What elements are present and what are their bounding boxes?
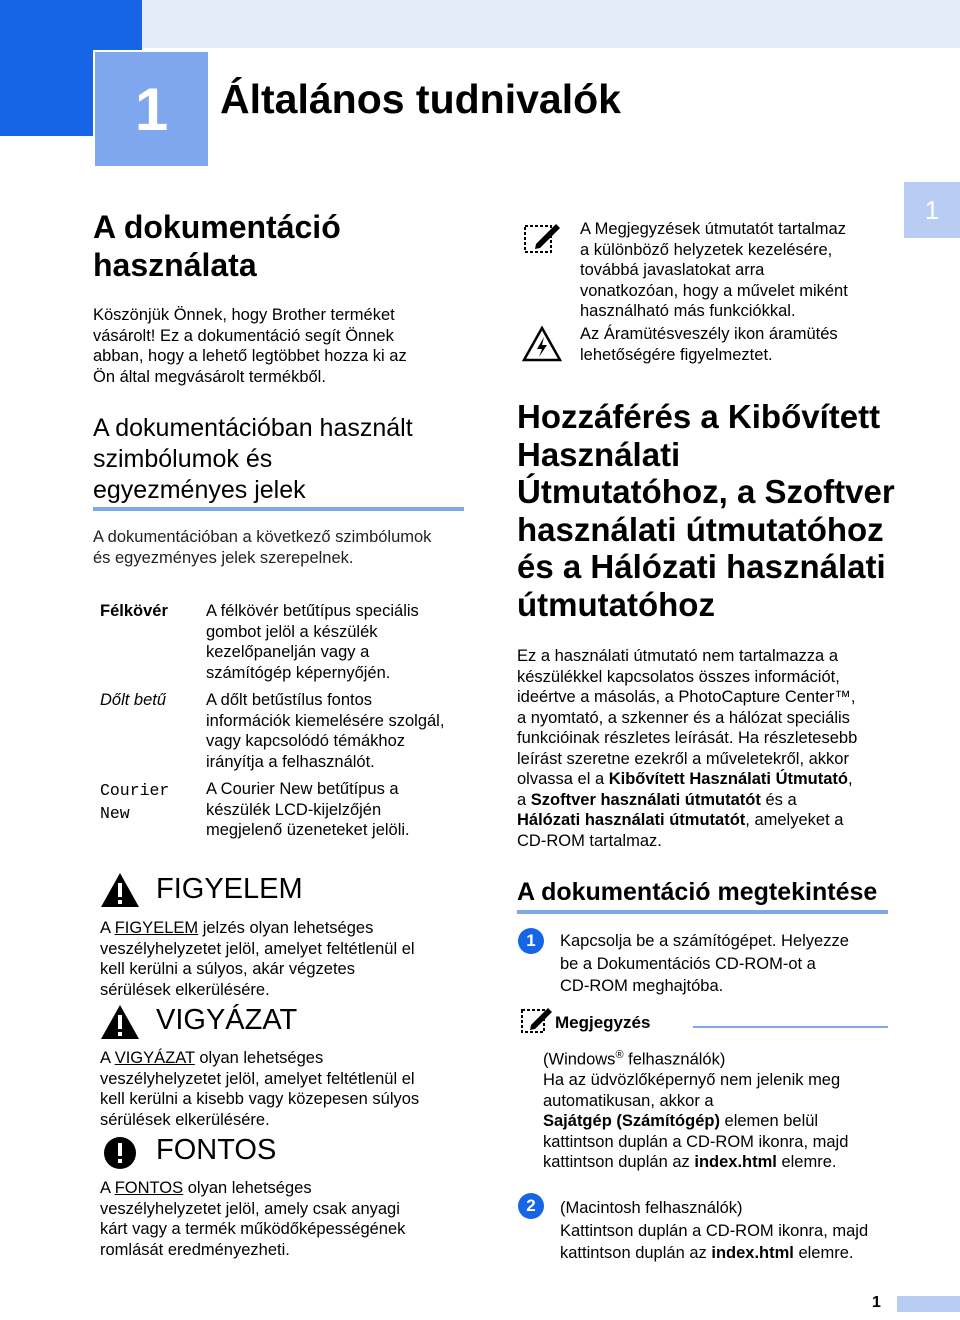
electrical-hazard-icon <box>522 326 562 362</box>
note-title: Megjegyzés <box>555 1013 651 1032</box>
section-rule <box>517 910 888 914</box>
important-keyword: FONTOS <box>114 1179 184 1197</box>
bold-text-span: Kibővített Használati Útmutató <box>608 770 848 788</box>
text-line <box>517 790 897 811</box>
section-title <box>93 208 473 284</box>
text-span: , <box>848 770 853 788</box>
text-span: kattintson duplán az <box>560 1244 712 1262</box>
text-line: Az Áramütésveszély ikon áramütés <box>580 325 838 343</box>
text-line: Köszönjük Önnek, hogy Brother terméket <box>93 306 395 324</box>
registered-mark: ® <box>615 1049 624 1061</box>
step-2-text <box>560 1197 900 1265</box>
text-line: szimbólumok és <box>93 445 273 473</box>
text-span: olyan lehetséges <box>194 1049 324 1067</box>
text-line: New <box>100 804 130 823</box>
text-line <box>517 810 897 831</box>
text-span: felhasználók) <box>623 1050 726 1069</box>
step-number-badge: 1 <box>518 928 544 954</box>
text-line: a különböző helyzetek kezelésére, <box>580 240 833 259</box>
text-span: jelzés olyan lehetséges <box>198 919 374 937</box>
text-line: és egyezményes jelek szerepelnek. <box>93 548 354 567</box>
text-line: útmutatóhoz <box>517 585 715 623</box>
subsection-title <box>93 413 473 506</box>
text-span: (Windows <box>543 1050 616 1069</box>
text-line: gombot jelöl a készülék <box>206 622 378 641</box>
text-line: leírást szeretne ezekről a műveletekről, akkor <box>517 749 849 768</box>
bold-text-span: Hálózati használati útmutatót <box>517 811 746 829</box>
text-span: A <box>100 1049 115 1067</box>
text-line: használati útmutatóhoz <box>517 510 884 548</box>
access-heading <box>517 398 937 623</box>
text-line <box>100 1048 480 1069</box>
text-line: Courier <box>100 781 170 800</box>
bold-text-span: index.html <box>711 1244 794 1262</box>
text-line: CD-ROM meghajtóba. <box>560 977 724 995</box>
text-line: CD-ROM tartalmaz. <box>517 831 662 850</box>
access-paragraph <box>517 646 897 851</box>
section-title-line: A dokumentáció <box>93 209 341 245</box>
text-line: Kattintson duplán a CD-ROM ikonra, majd <box>560 1221 869 1240</box>
text-line: kezelőpanelján vagy a <box>206 643 370 661</box>
note-pencil-icon <box>520 1005 554 1035</box>
note-pencil-icon <box>522 220 562 256</box>
caution-title: VIGYÁZAT <box>156 1004 298 1036</box>
text-line: és a Hálózati használati <box>517 548 886 585</box>
text-span: elemre. <box>793 1244 854 1262</box>
text-line: Hozzáférés a Kibővített <box>517 398 881 435</box>
text-span: elemre. <box>776 1153 837 1171</box>
text-line: sérülések elkerülésére. <box>100 1110 270 1129</box>
text-line: automatikusan, akkor a <box>543 1091 714 1110</box>
text-line: abban, hogy a lehető legtöbbet hozza ki az <box>93 347 407 365</box>
text-line: Ha az üdvözlőképernyő nem jelenik meg <box>543 1071 841 1089</box>
text-line: vásárolt! Ez a dokumentáció segít Önnek <box>93 326 394 345</box>
text-line: romlását eredményezheti. <box>100 1240 290 1259</box>
text-line: egyezményes jelek <box>93 476 306 504</box>
subsection-intro <box>93 527 473 568</box>
text-span: kattintson duplán az <box>543 1153 695 1171</box>
note-rule <box>693 1026 888 1028</box>
text-line: veszélyhelyzetet jelöl, amely csak anyagi <box>100 1199 400 1218</box>
text-line: Használati <box>517 435 681 473</box>
convention-term-bold: Félkövér <box>100 602 168 620</box>
text-line: kell kerülni a súlyos, akár végzetes <box>100 960 355 978</box>
text-line: A dokumentációban a következő szimbólumok <box>93 528 432 546</box>
text-line <box>543 1152 903 1173</box>
caution-triangle-icon <box>100 1004 140 1040</box>
text-line: kell kerülni a kisebb vagy közepesen súlyos <box>100 1090 420 1108</box>
chapter-title: Általános tudnivalók <box>220 76 621 122</box>
intro-paragraph <box>93 305 473 387</box>
text-line: használható más funkciókkal. <box>580 302 796 320</box>
text-line <box>100 918 480 939</box>
text-span: , amelyeket a <box>745 811 844 829</box>
text-line: A Courier New betűtípus a <box>206 780 399 798</box>
text-line: A dokumentációban használt <box>93 414 413 442</box>
text-line: Útmutatóhoz, a Szoftver <box>517 473 895 510</box>
text-line: vagy kapcsolódó témákhoz <box>206 732 406 750</box>
warning-triangle-icon <box>100 872 140 908</box>
text-span: olvassa el a <box>517 770 609 788</box>
chapter-number: 1 <box>93 50 210 168</box>
header-band-light <box>142 0 960 48</box>
warning-title: FIGYELEM <box>156 873 303 905</box>
note-symbol-description <box>580 219 910 322</box>
note-text <box>543 1045 903 1173</box>
shock-symbol-description <box>580 324 910 365</box>
bold-text-span: Szoftver használati útmutatót <box>530 790 761 809</box>
convention-desc-italic <box>206 690 476 772</box>
text-line: információk kiemelésére szolgál, <box>206 711 445 730</box>
important-title: FONTOS <box>156 1134 277 1166</box>
page-number-bar <box>897 1296 960 1312</box>
text-line: készülékkel kapcsolatos összes információt, <box>517 667 840 686</box>
convention-desc-bold <box>206 601 476 683</box>
text-span: és a <box>760 790 797 809</box>
warning-keyword: FIGYELEM <box>114 919 199 937</box>
text-line: továbbá javaslatokat arra <box>580 261 765 279</box>
text-line: a nyomtató, a szkenner és a hálózat speciális <box>517 708 850 727</box>
caution-keyword: VIGYÁZAT <box>114 1049 195 1067</box>
text-line: kattintson duplán a CD-ROM ikonra, majd <box>543 1132 849 1151</box>
text-line: A félkövér betűtípus speciális <box>206 602 419 620</box>
step-number-badge: 2 <box>518 1193 544 1219</box>
text-line <box>543 1045 903 1070</box>
text-line <box>517 769 897 790</box>
section-rule <box>93 507 464 511</box>
caution-text <box>100 1048 480 1130</box>
bold-text-span: index.html <box>694 1153 777 1171</box>
text-span: elemen belül <box>719 1112 819 1130</box>
text-line: veszélyhelyzetet jelöl, amelyet feltétlenül el <box>100 939 415 958</box>
page-number: 1 <box>872 1294 881 1311</box>
convention-term-italic: Dőlt betű <box>100 691 167 709</box>
text-line: kárt vagy a termék működőképességének <box>100 1220 406 1238</box>
text-line <box>560 1242 900 1265</box>
text-line: Kapcsolja be a számítógépet. Helyezze <box>560 932 849 950</box>
important-text <box>100 1178 480 1260</box>
text-span: a <box>517 790 531 809</box>
text-line: ideértve a másolás, a PhotoCapture Center™, <box>517 688 856 706</box>
text-line: veszélyhelyzetet jelöl, amelyet feltétlenül el <box>100 1069 415 1088</box>
step-1-text <box>560 930 900 998</box>
text-line: készülék LCD-kijelzőjén <box>206 800 382 819</box>
text-line: be a Dokumentációs CD-ROM-ot a <box>560 954 816 973</box>
text-line: Ön által megvásárolt termékből. <box>93 367 326 386</box>
important-exclamation-icon <box>103 1136 137 1170</box>
text-line: (Macintosh felhasználók) <box>560 1199 743 1217</box>
text-span: A <box>100 919 115 937</box>
text-line: A Megjegyzések útmutatót tartalmaz <box>580 220 846 238</box>
text-line <box>100 1178 480 1199</box>
bold-text-span: Sajátgép (Számítógép) <box>543 1112 720 1130</box>
text-line <box>543 1111 903 1132</box>
text-span: olyan lehetséges <box>183 1179 312 1197</box>
text-line: sérülések elkerülésére. <box>100 980 270 999</box>
side-chapter-tab: 1 <box>904 182 960 238</box>
convention-desc-courier <box>206 779 476 841</box>
view-documentation-heading: A dokumentáció megtekintése <box>517 878 878 906</box>
text-span: A <box>100 1179 115 1197</box>
text-line: funkcióinak részletes leírását. Ha részletesebb <box>517 729 858 747</box>
text-line: megjelenő üzeneteket jelöli. <box>206 821 410 839</box>
text-line: A dőlt betűstílus fontos <box>206 691 373 709</box>
text-line: lehetőségére figyelmeztet. <box>580 345 773 364</box>
text-line: irányítja a felhasználót. <box>206 752 375 771</box>
text-line: számítógép képernyőjén. <box>206 663 391 682</box>
text-line: vonatkozóan, hogy a művelet miként <box>580 281 848 300</box>
warning-text <box>100 918 480 1000</box>
text-line: Ez a használati útmutató nem tartalmazza a <box>517 647 838 665</box>
convention-term-courier <box>100 779 169 825</box>
section-title-line: használata <box>93 247 257 283</box>
